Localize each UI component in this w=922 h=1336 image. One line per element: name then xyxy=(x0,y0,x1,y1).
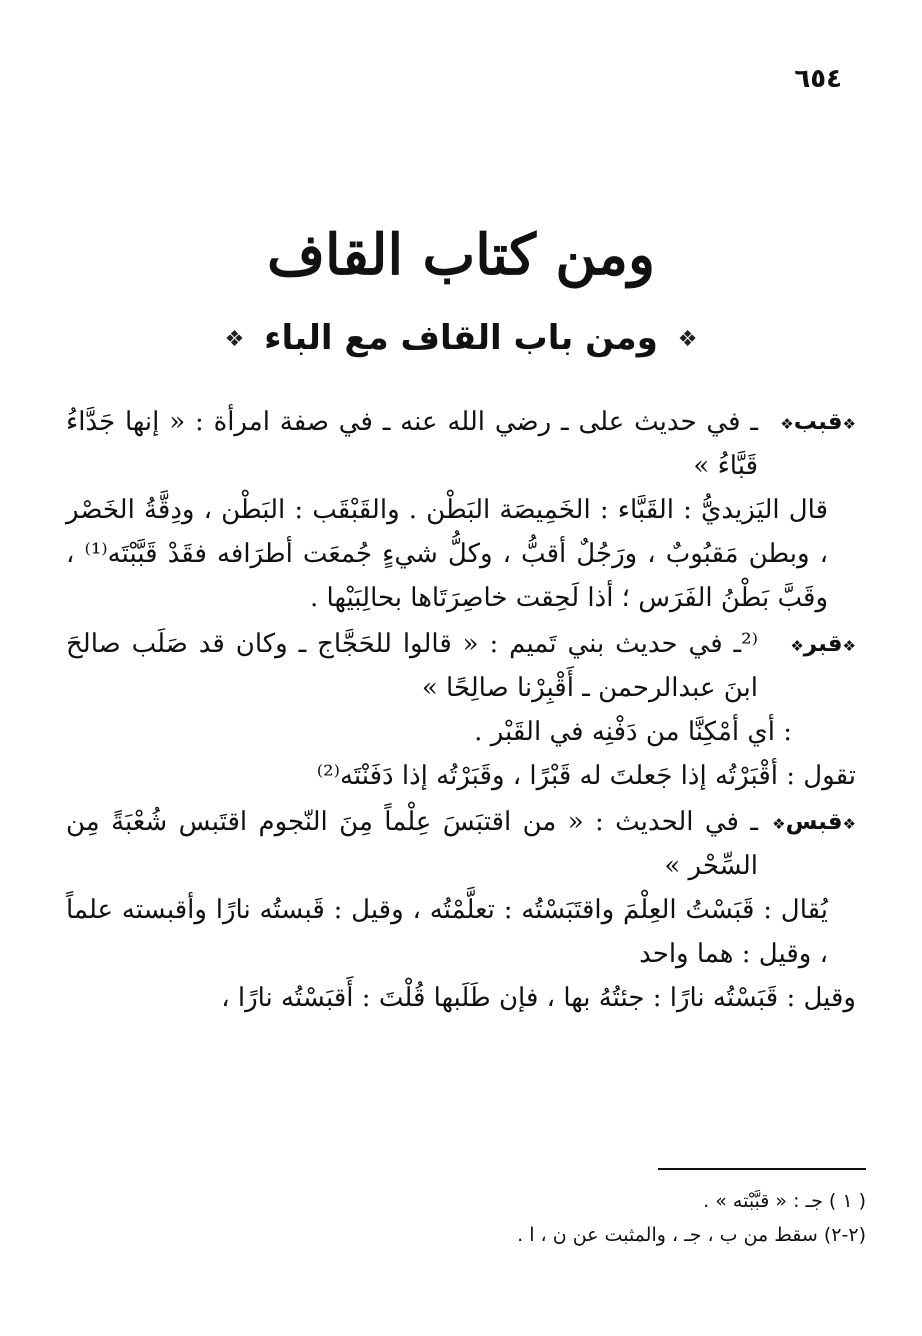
entries-body xyxy=(66,400,856,1022)
ornament-icon: ❖ xyxy=(842,415,856,433)
dictionary-entry xyxy=(66,800,856,1020)
ornament-icon: ❖ xyxy=(842,637,856,655)
page-number: ٦٥٤ xyxy=(794,64,842,94)
chapter-title: ومن كتاب القاف xyxy=(266,222,656,288)
root-word: قبس xyxy=(785,809,843,835)
ornament-icon: ❖ xyxy=(772,815,786,833)
dictionary-entry xyxy=(66,622,856,798)
ornament-icon: ❖ xyxy=(790,637,804,655)
footnote: ( ١ ) جـ : « قبَّبْته » . xyxy=(703,1190,866,1212)
footnote-divider xyxy=(658,1168,866,1170)
root-word: قبر xyxy=(803,631,843,657)
entry-root xyxy=(758,622,856,710)
ornament-icon: ❖ xyxy=(780,415,794,433)
entry-root xyxy=(758,400,856,488)
ornament-icon: ❖ xyxy=(677,327,698,352)
entry-hadith: ⁽²ـ في حديث بني تَميم : « قالوا للحَجَّاج ـ وكان قد صَلَب صالحَ ابنَ عبدالرحمن ـ أَقْبِرْنا صالِحًا » xyxy=(66,629,758,703)
entry-hadith: ـ في الحديث : « من اقتبَسَ عِلْماً مِنَ النّجوم اقتَبس شُعْبَةً مِن السِّحْر » xyxy=(66,807,758,881)
ornament-icon: ❖ xyxy=(224,327,245,352)
root-word: قبب xyxy=(793,409,843,435)
entry-hadith: ـ في حديث على ـ رضي الله عنه ـ في صفة امرأة : « إنها جَدَّاءُ قَبَّاءُ » xyxy=(66,407,758,481)
entry-root xyxy=(758,800,856,888)
entry-explanation: تقول : أقْبَرْتُه إذا جَعلتَ له قَبْرًا ، وقَبَرْتُه إذا دَفَنْتَه⁽²⁾ xyxy=(316,761,856,791)
entry-explanation: : أي أمْكِنَّا من دَفْنِه في القَبْر . xyxy=(474,717,792,747)
ornament-icon: ❖ xyxy=(842,815,856,833)
entry-explanation: قال اليَزيديُّ : القَبَّاء : الخَمِيصَة البَطْن . والقَبْقَب : البَطْن ، ودِقَّةُ الخَصْر ، وبطن مَقبُوبٌ ، ورَجُلٌ أقبُّ ، وكلُّ شيءٍ جُمعَت أطرَافه فقَدْ قَبَّبْتَه⁽¹⁾ ، وقَبَّ بَطْنُ الفَرَس ؛ أذا لَحِقت خاصِرَتَاها بحالِبَيْها . xyxy=(66,495,828,613)
dictionary-entry xyxy=(66,400,856,620)
footnote: (٢-٢) سقط من ب ، جـ ، والمثبت عن ن ، ا . xyxy=(517,1224,866,1246)
entry-explanation: يُقال : قَبَسْتُ العِلْمَ واقتَبَسْتُه : تعلَّمْتُه ، وقيل : قَبستُه نارًا وأقبسته علماً ، وقيل : هما واحد xyxy=(66,895,828,969)
section-title xyxy=(0,318,922,358)
entry-explanation: وقيل : قَبَسْتُه نارًا : جئتُهُ بها ، فإن طَلَبها قُلْتَ : أَقبَسْتُه نارًا ، xyxy=(221,983,856,1013)
section-title-text: ومن باب القاف مع الباء xyxy=(264,318,658,358)
footnotes xyxy=(266,1184,866,1252)
